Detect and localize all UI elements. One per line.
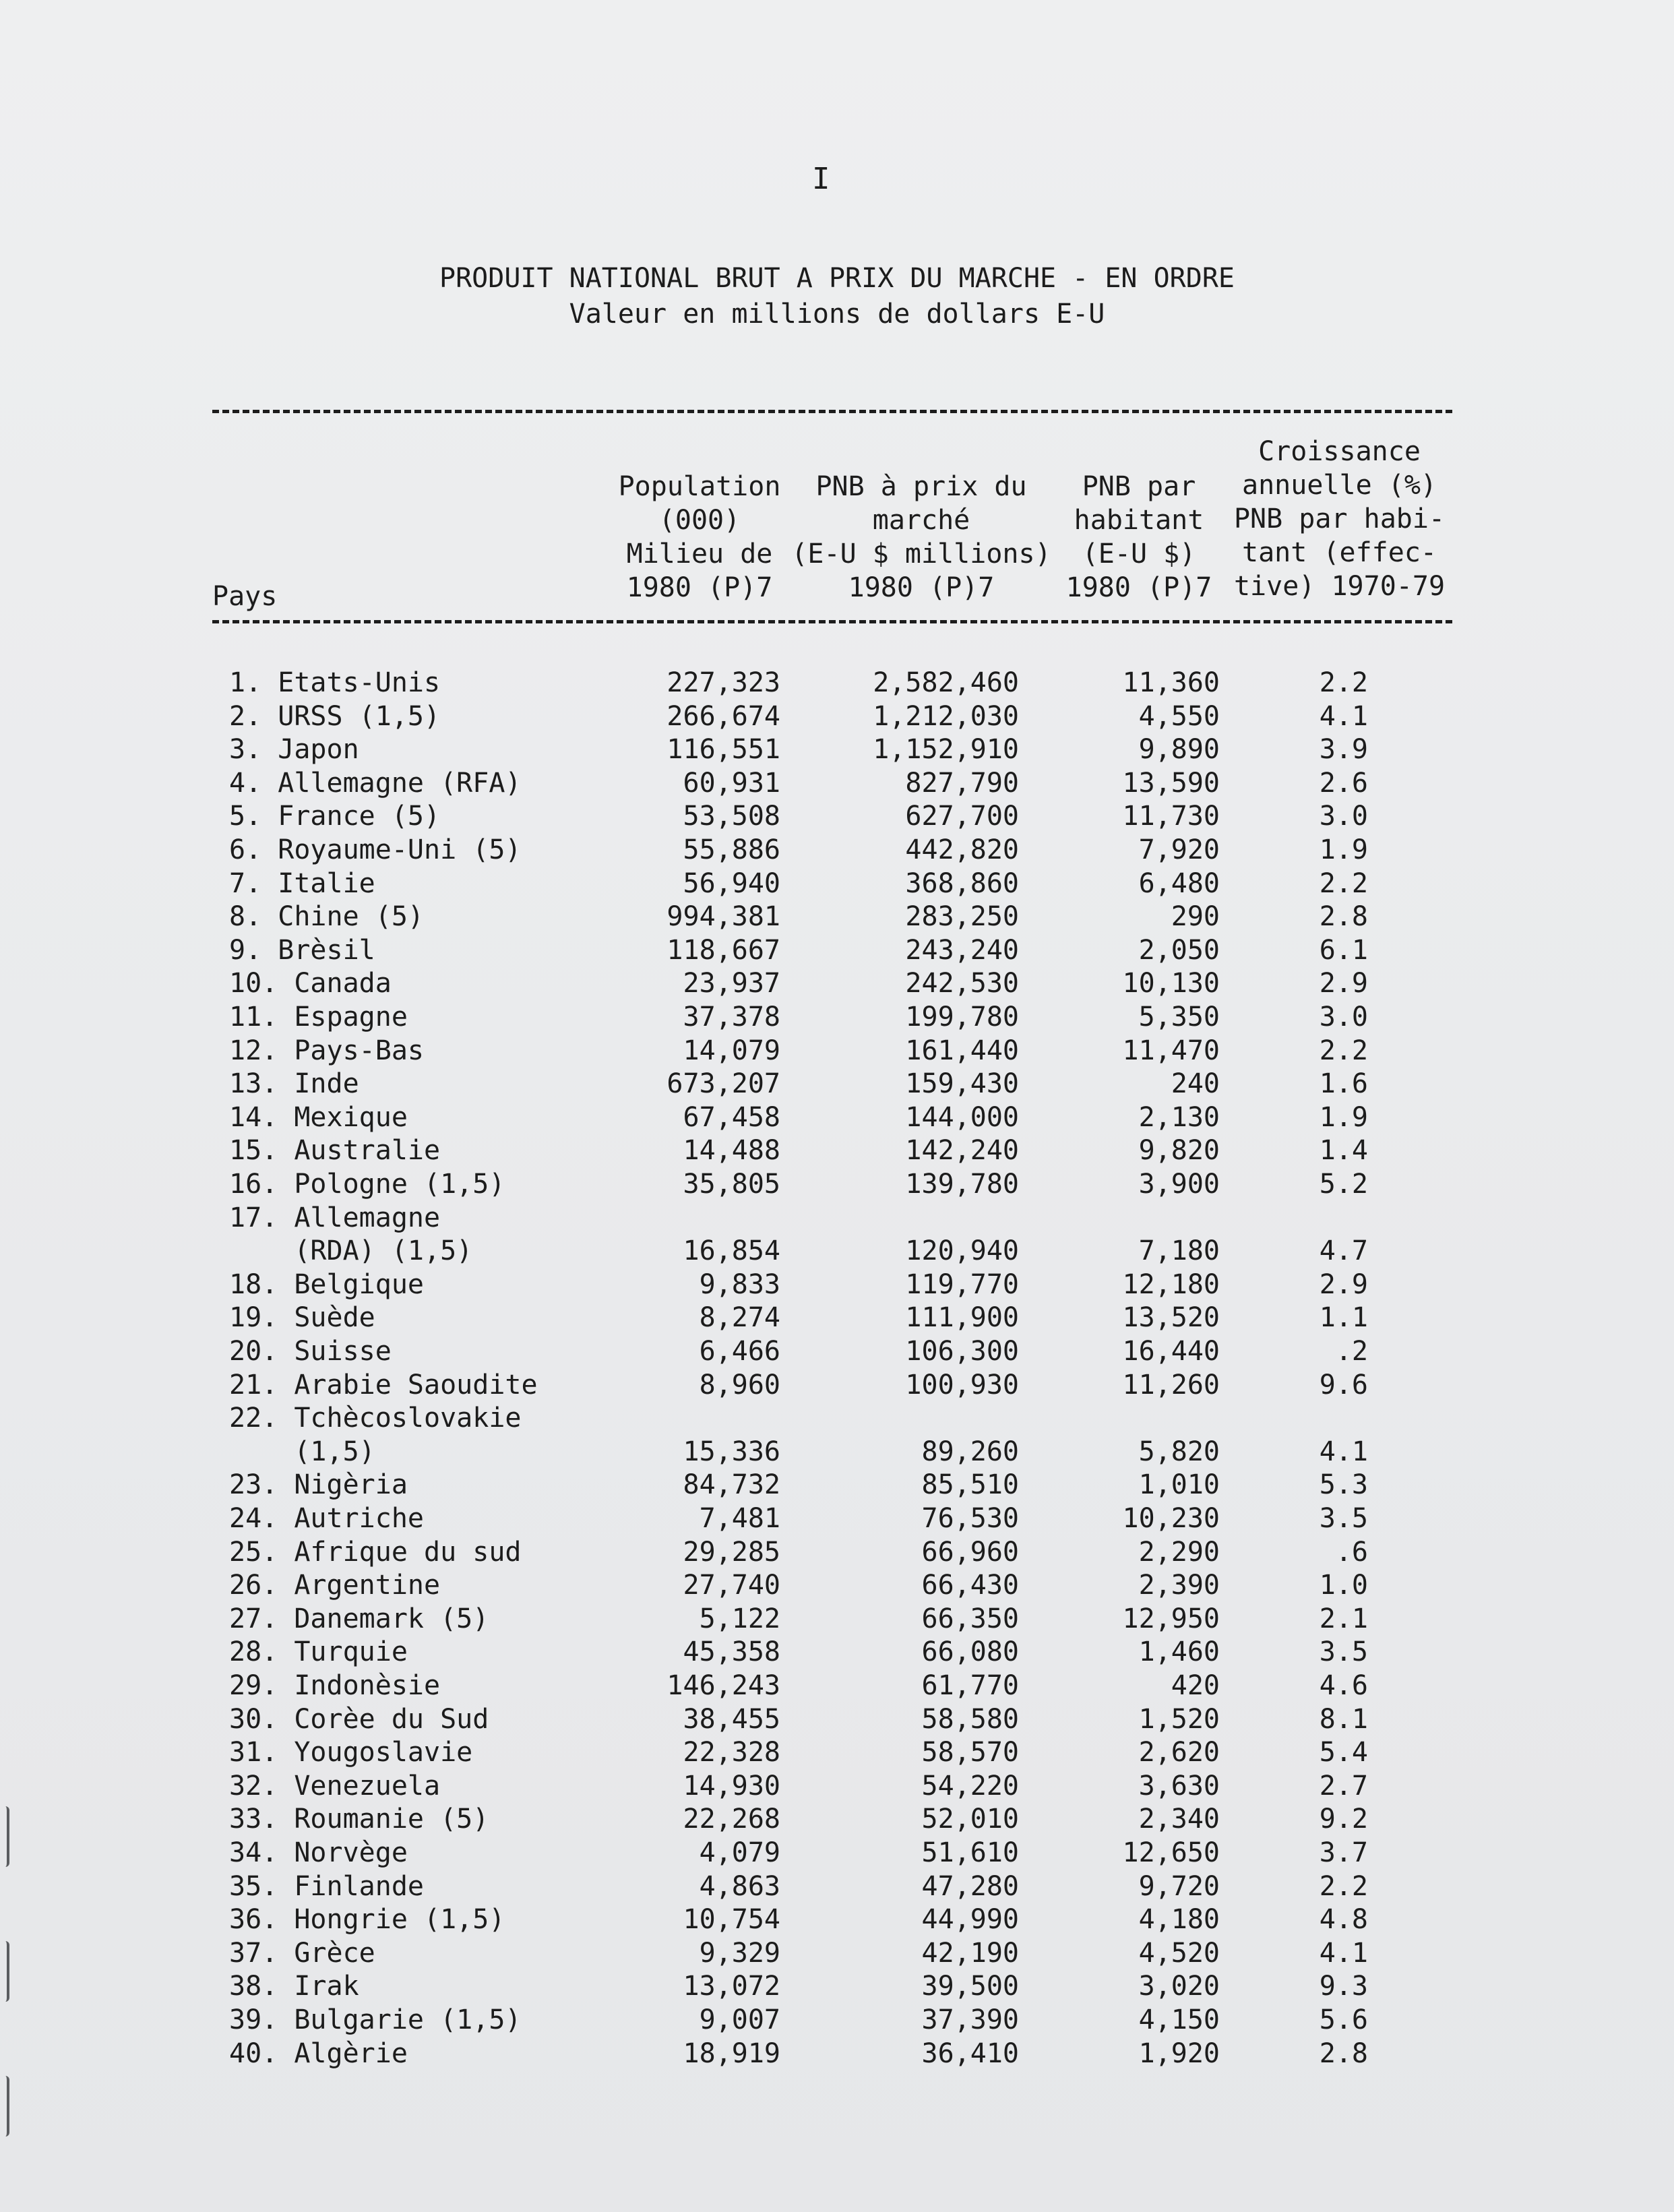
country-cell: 15. Australie (229, 1135, 441, 1167)
table-row (0, 1503, 1674, 1537)
country-cell: 9. Brèsil (229, 934, 375, 966)
table-row (0, 801, 1674, 834)
table-row (0, 1636, 1674, 1670)
per-capita-cell: 12,950 (1122, 1603, 1220, 1634)
table-row (0, 1704, 1674, 1738)
country-cell: 17. Allemagne (229, 1202, 441, 1233)
country-cell: 12. Pays-Bas (229, 1035, 424, 1066)
column-header-country: Pays (212, 581, 278, 612)
gnp-cell: 827,790 (905, 767, 1019, 799)
growth-cell: 2.6 (1319, 767, 1368, 799)
gnp-cell: 139,780 (905, 1169, 1019, 1200)
column-header-growth: Croissance annuelle (%) PNB par habi- tant (effec- tive) 1970-79 (1233, 436, 1446, 602)
per-capita-cell: 3,630 (1138, 1770, 1220, 1802)
per-capita-cell: 7,180 (1138, 1235, 1220, 1267)
country-cell: 28. Turquie (229, 1636, 408, 1668)
gnp-cell: 627,700 (905, 801, 1019, 832)
table-row (0, 667, 1674, 701)
gnp-cell: 119,770 (905, 1268, 1019, 1300)
growth-cell: 3.5 (1319, 1503, 1368, 1534)
population-cell: 8,960 (699, 1369, 780, 1401)
country-cell: 10. Canada (229, 968, 392, 1000)
per-capita-cell: 9,720 (1138, 1870, 1220, 1902)
growth-cell: 1.9 (1319, 834, 1368, 865)
growth-cell: 9.2 (1319, 1804, 1368, 1835)
table-row (0, 1971, 1674, 2004)
population-cell: 23,937 (683, 968, 780, 1000)
population-cell: 4,079 (699, 1837, 780, 1868)
gnp-cell: 199,780 (905, 1002, 1019, 1033)
growth-cell: 2.8 (1319, 901, 1368, 933)
table-row (0, 868, 1674, 902)
population-cell: 60,931 (683, 767, 780, 799)
table-row (0, 1603, 1674, 1637)
country-cell: 19. Suède (229, 1302, 375, 1334)
growth-cell: 4.1 (1319, 700, 1368, 732)
population-cell: 673,207 (666, 1068, 780, 1100)
population-cell: 18,919 (683, 2037, 780, 2069)
growth-cell: 2.2 (1319, 867, 1368, 899)
gnp-cell: 66,960 (921, 1536, 1019, 1568)
country-cell: 11. Espagne (229, 1002, 408, 1033)
growth-cell: 5.2 (1319, 1169, 1368, 1200)
growth-cell: 8.1 (1319, 1703, 1368, 1735)
population-cell: 146,243 (666, 1670, 780, 1701)
gnp-cell: 2,582,460 (873, 667, 1019, 698)
per-capita-cell: 11,470 (1122, 1035, 1220, 1066)
growth-cell: 2.7 (1319, 1770, 1368, 1802)
table-row (0, 1002, 1674, 1035)
country-cell: 16. Pologne (1,5) (229, 1169, 505, 1200)
population-cell: 227,323 (666, 667, 780, 698)
per-capita-cell: 10,130 (1122, 968, 1220, 1000)
population-cell: 27,740 (683, 1570, 780, 1601)
table-row (0, 701, 1674, 735)
growth-cell: 4.8 (1319, 1904, 1368, 1936)
gnp-cell: 54,220 (921, 1770, 1019, 1802)
growth-cell: 4.6 (1319, 1670, 1368, 1701)
table-row (0, 1436, 1674, 1470)
table-row (0, 968, 1674, 1002)
growth-cell: 6.1 (1319, 934, 1368, 966)
population-cell: 116,551 (666, 734, 780, 766)
gnp-cell: 51,610 (921, 1837, 1019, 1868)
table-row (0, 1537, 1674, 1570)
per-capita-cell: 2,620 (1138, 1737, 1220, 1769)
growth-cell: 2.1 (1319, 1603, 1368, 1634)
gnp-cell: 58,580 (921, 1703, 1019, 1735)
country-cell: (1,5) (229, 1436, 375, 1467)
per-capita-cell: 7,920 (1138, 834, 1220, 865)
per-capita-cell: 12,180 (1122, 1268, 1220, 1300)
column-header-per-capita: PNB par habitant (E-U $) 1980 (P)7 (1065, 471, 1212, 603)
per-capita-cell: 1,920 (1138, 2037, 1220, 2069)
per-capita-cell: 4,550 (1138, 700, 1220, 732)
gnp-cell: 161,440 (905, 1035, 1019, 1066)
table-row (0, 1938, 1674, 1971)
population-cell: 67,458 (683, 1101, 780, 1133)
gnp-cell: 368,860 (905, 867, 1019, 899)
header-bottom-rule (212, 620, 1452, 623)
per-capita-cell: 9,890 (1138, 734, 1220, 766)
country-cell: (RDA) (1,5) (229, 1235, 473, 1267)
table-row (0, 1102, 1674, 1136)
per-capita-cell: 3,020 (1138, 1971, 1220, 2002)
country-cell: 21. Arabie Saoudite (229, 1369, 538, 1401)
population-cell: 56,940 (683, 867, 780, 899)
table-row (0, 1269, 1674, 1303)
country-cell: 18. Belgique (229, 1268, 424, 1300)
table-row (0, 1235, 1674, 1269)
table-row (0, 2004, 1674, 2038)
country-cell: 1. Etats-Unis (229, 667, 441, 698)
per-capita-cell: 2,050 (1138, 934, 1220, 966)
population-cell: 55,886 (683, 834, 780, 865)
gnp-cell: 58,570 (921, 1737, 1019, 1769)
gnp-cell: 142,240 (905, 1135, 1019, 1167)
per-capita-cell: 11,260 (1122, 1369, 1220, 1401)
per-capita-cell: 3,900 (1138, 1169, 1220, 1200)
per-capita-cell: 10,230 (1122, 1503, 1220, 1534)
per-capita-cell: 4,520 (1138, 1937, 1220, 1969)
table-row (0, 1202, 1674, 1236)
growth-cell: 3.7 (1319, 1837, 1368, 1868)
population-cell: 15,336 (683, 1436, 780, 1467)
table-row (0, 1135, 1674, 1169)
country-cell: 36. Hongrie (1,5) (229, 1904, 505, 1936)
gnp-cell: 85,510 (921, 1469, 1019, 1501)
column-header-gnp: PNB à prix du marché (E-U $ millions) 1980 (P)7 (791, 471, 1051, 603)
population-cell: 14,488 (683, 1135, 780, 1167)
country-cell: 35. Finlande (229, 1870, 424, 1902)
per-capita-cell: 5,350 (1138, 1002, 1220, 1033)
population-cell: 10,754 (683, 1904, 780, 1936)
document-subtitle: Valeur en millions de dollars E-U (569, 299, 1105, 330)
country-cell: 3. Japon (229, 734, 359, 766)
country-cell: 22. Tchècoslovakie (229, 1403, 522, 1434)
population-cell: 35,805 (683, 1169, 780, 1200)
gnp-cell: 442,820 (905, 834, 1019, 865)
per-capita-cell: 5,820 (1138, 1436, 1220, 1467)
gnp-cell: 111,900 (905, 1302, 1019, 1334)
table-row (0, 1336, 1674, 1370)
gnp-cell: 144,000 (905, 1101, 1019, 1133)
growth-cell: 9.3 (1319, 1971, 1368, 2002)
growth-cell: 2.2 (1319, 667, 1368, 698)
table-row (0, 834, 1674, 868)
gnp-cell: 283,250 (905, 901, 1019, 933)
country-cell: 4. Allemagne (RFA) (229, 767, 522, 799)
table-row (0, 768, 1674, 801)
table-row (0, 1302, 1674, 1336)
per-capita-cell: 2,390 (1138, 1570, 1220, 1601)
country-cell: 24. Autriche (229, 1503, 424, 1534)
binding-hole (0, 2076, 9, 2137)
country-cell: 6. Royaume-Uni (5) (229, 834, 522, 865)
per-capita-cell: 11,360 (1122, 667, 1220, 698)
table-row (0, 1837, 1674, 1871)
table-row (0, 935, 1674, 969)
per-capita-cell: 13,590 (1122, 767, 1220, 799)
gnp-cell: 120,940 (905, 1235, 1019, 1267)
growth-cell: 9.6 (1319, 1369, 1368, 1401)
growth-cell: 1.1 (1319, 1302, 1368, 1334)
table-row (0, 1570, 1674, 1603)
gnp-cell: 100,930 (905, 1369, 1019, 1401)
growth-cell: 3.0 (1319, 801, 1368, 832)
gnp-cell: 36,410 (921, 2037, 1019, 2069)
per-capita-cell: 1,520 (1138, 1703, 1220, 1735)
population-cell: 5,122 (699, 1603, 780, 1634)
table-row (0, 1771, 1674, 1804)
per-capita-cell: 2,340 (1138, 1804, 1220, 1835)
gnp-cell: 76,530 (921, 1503, 1019, 1534)
growth-cell: .2 (1335, 1336, 1368, 1367)
growth-cell: 1.9 (1319, 1101, 1368, 1133)
growth-cell: 4.1 (1319, 1937, 1368, 1969)
gnp-cell: 66,430 (921, 1570, 1019, 1601)
country-cell: 31. Yougoslavie (229, 1737, 473, 1769)
country-cell: 8. Chine (5) (229, 901, 424, 933)
per-capita-cell: 12,650 (1122, 1837, 1220, 1868)
population-cell: 22,328 (683, 1737, 780, 1769)
per-capita-cell: 13,520 (1122, 1302, 1220, 1334)
per-capita-cell: 240 (1171, 1068, 1220, 1100)
growth-cell: 3.5 (1319, 1636, 1368, 1668)
page-number: I (812, 162, 830, 196)
per-capita-cell: 420 (1171, 1670, 1220, 1701)
per-capita-cell: 4,150 (1138, 2004, 1220, 2035)
growth-cell: 4.7 (1319, 1235, 1368, 1267)
country-cell: 29. Indonèsie (229, 1670, 441, 1701)
gnp-cell: 1,152,910 (873, 734, 1019, 766)
population-cell: 38,455 (683, 1703, 780, 1735)
country-cell: 34. Norvège (229, 1837, 408, 1868)
country-cell: 23. Nigèria (229, 1469, 408, 1501)
country-cell: 5. France (5) (229, 801, 441, 832)
table-row (0, 1035, 1674, 1069)
population-cell: 9,833 (699, 1268, 780, 1300)
population-cell: 9,329 (699, 1937, 780, 1969)
growth-cell: 2.2 (1319, 1035, 1368, 1066)
country-cell: 37. Grèce (229, 1937, 375, 1969)
population-cell: 4,863 (699, 1870, 780, 1902)
gnp-cell: 1,212,030 (873, 700, 1019, 732)
gnp-cell: 89,260 (921, 1436, 1019, 1467)
growth-cell: 5.3 (1319, 1469, 1368, 1501)
population-cell: 53,508 (683, 801, 780, 832)
population-cell: 22,268 (683, 1804, 780, 1835)
gnp-cell: 66,350 (921, 1603, 1019, 1634)
gnp-cell: 37,390 (921, 2004, 1019, 2035)
country-cell: 26. Argentine (229, 1570, 441, 1601)
country-cell: 7. Italie (229, 867, 375, 899)
table-row (0, 1804, 1674, 1837)
growth-cell: 1.0 (1319, 1570, 1368, 1601)
country-cell: 32. Venezuela (229, 1770, 441, 1802)
table-row (0, 1737, 1674, 1771)
gnp-cell: 66,080 (921, 1636, 1019, 1668)
growth-cell: 3.0 (1319, 1002, 1368, 1033)
per-capita-cell: 6,480 (1138, 867, 1220, 899)
growth-cell: 2.9 (1319, 968, 1368, 1000)
growth-cell: 4.1 (1319, 1436, 1368, 1467)
table-row (0, 1403, 1674, 1436)
per-capita-cell: 1,010 (1138, 1469, 1220, 1501)
population-cell: 9,007 (699, 2004, 780, 2035)
country-cell: 33. Roumanie (5) (229, 1804, 489, 1835)
population-cell: 994,381 (666, 901, 780, 933)
country-cell: 20. Suisse (229, 1336, 392, 1367)
growth-cell: 2.2 (1319, 1870, 1368, 1902)
country-cell: 25. Afrique du sud (229, 1536, 522, 1568)
per-capita-cell: 2,130 (1138, 1101, 1220, 1133)
growth-cell: 1.4 (1319, 1135, 1368, 1167)
population-cell: 14,930 (683, 1770, 780, 1802)
country-cell: 39. Bulgarie (1,5) (229, 2004, 522, 2035)
table-row (0, 1670, 1674, 1704)
gnp-cell: 242,530 (905, 968, 1019, 1000)
per-capita-cell: 1,460 (1138, 1636, 1220, 1668)
population-cell: 7,481 (699, 1503, 780, 1534)
growth-cell: 5.4 (1319, 1737, 1368, 1769)
document-title: PRODUIT NATIONAL BRUT A PRIX DU MARCHE - EN ORDRE (439, 263, 1235, 294)
population-cell: 266,674 (666, 700, 780, 732)
table-row (0, 1904, 1674, 1938)
table-row (0, 901, 1674, 935)
table-row (0, 734, 1674, 768)
growth-cell: 2.9 (1319, 1268, 1368, 1300)
gnp-cell: 159,430 (905, 1068, 1019, 1100)
gnp-cell: 39,500 (921, 1971, 1019, 2002)
country-cell: 14. Mexique (229, 1101, 408, 1133)
table-row (0, 1068, 1674, 1102)
population-cell: 45,358 (683, 1636, 780, 1668)
country-cell: 2. URSS (1,5) (229, 700, 441, 732)
population-cell: 14,079 (683, 1035, 780, 1066)
gnp-cell: 52,010 (921, 1804, 1019, 1835)
growth-cell: 1.6 (1319, 1068, 1368, 1100)
population-cell: 84,732 (683, 1469, 780, 1501)
growth-cell: 3.9 (1319, 734, 1368, 766)
per-capita-cell: 2,290 (1138, 1536, 1220, 1568)
population-cell: 118,667 (666, 934, 780, 966)
country-cell: 13. Inde (229, 1068, 359, 1100)
country-cell: 30. Corèe du Sud (229, 1703, 489, 1735)
gnp-cell: 47,280 (921, 1870, 1019, 1902)
population-cell: 8,274 (699, 1302, 780, 1334)
gnp-cell: 61,770 (921, 1670, 1019, 1701)
header-top-rule (212, 410, 1452, 413)
per-capita-cell: 290 (1171, 901, 1220, 933)
population-cell: 16,854 (683, 1235, 780, 1267)
table-row (0, 1469, 1674, 1503)
per-capita-cell: 16,440 (1122, 1336, 1220, 1367)
table-row (0, 1871, 1674, 1905)
table-row (0, 1169, 1674, 1202)
table-row (0, 2038, 1674, 2072)
gnp-cell: 42,190 (921, 1937, 1019, 1969)
per-capita-cell: 9,820 (1138, 1135, 1220, 1167)
population-cell: 29,285 (683, 1536, 780, 1568)
growth-cell: 5.6 (1319, 2004, 1368, 2035)
per-capita-cell: 11,730 (1122, 801, 1220, 832)
population-cell: 6,466 (699, 1336, 780, 1367)
population-cell: 37,378 (683, 1002, 780, 1033)
country-cell: 40. Algèrie (229, 2037, 408, 2069)
growth-cell: .6 (1335, 1536, 1368, 1568)
gnp-cell: 106,300 (905, 1336, 1019, 1367)
growth-cell: 2.8 (1319, 2037, 1368, 2069)
per-capita-cell: 4,180 (1138, 1904, 1220, 1936)
column-header-population: Population (000) Milieu de 1980 (P)7 (618, 471, 781, 603)
country-cell: 27. Danemark (5) (229, 1603, 489, 1634)
country-cell: 38. Irak (229, 1971, 359, 2002)
gnp-cell: 44,990 (921, 1904, 1019, 1936)
table-row (0, 1370, 1674, 1403)
population-cell: 13,072 (683, 1971, 780, 2002)
gnp-cell: 243,240 (905, 934, 1019, 966)
